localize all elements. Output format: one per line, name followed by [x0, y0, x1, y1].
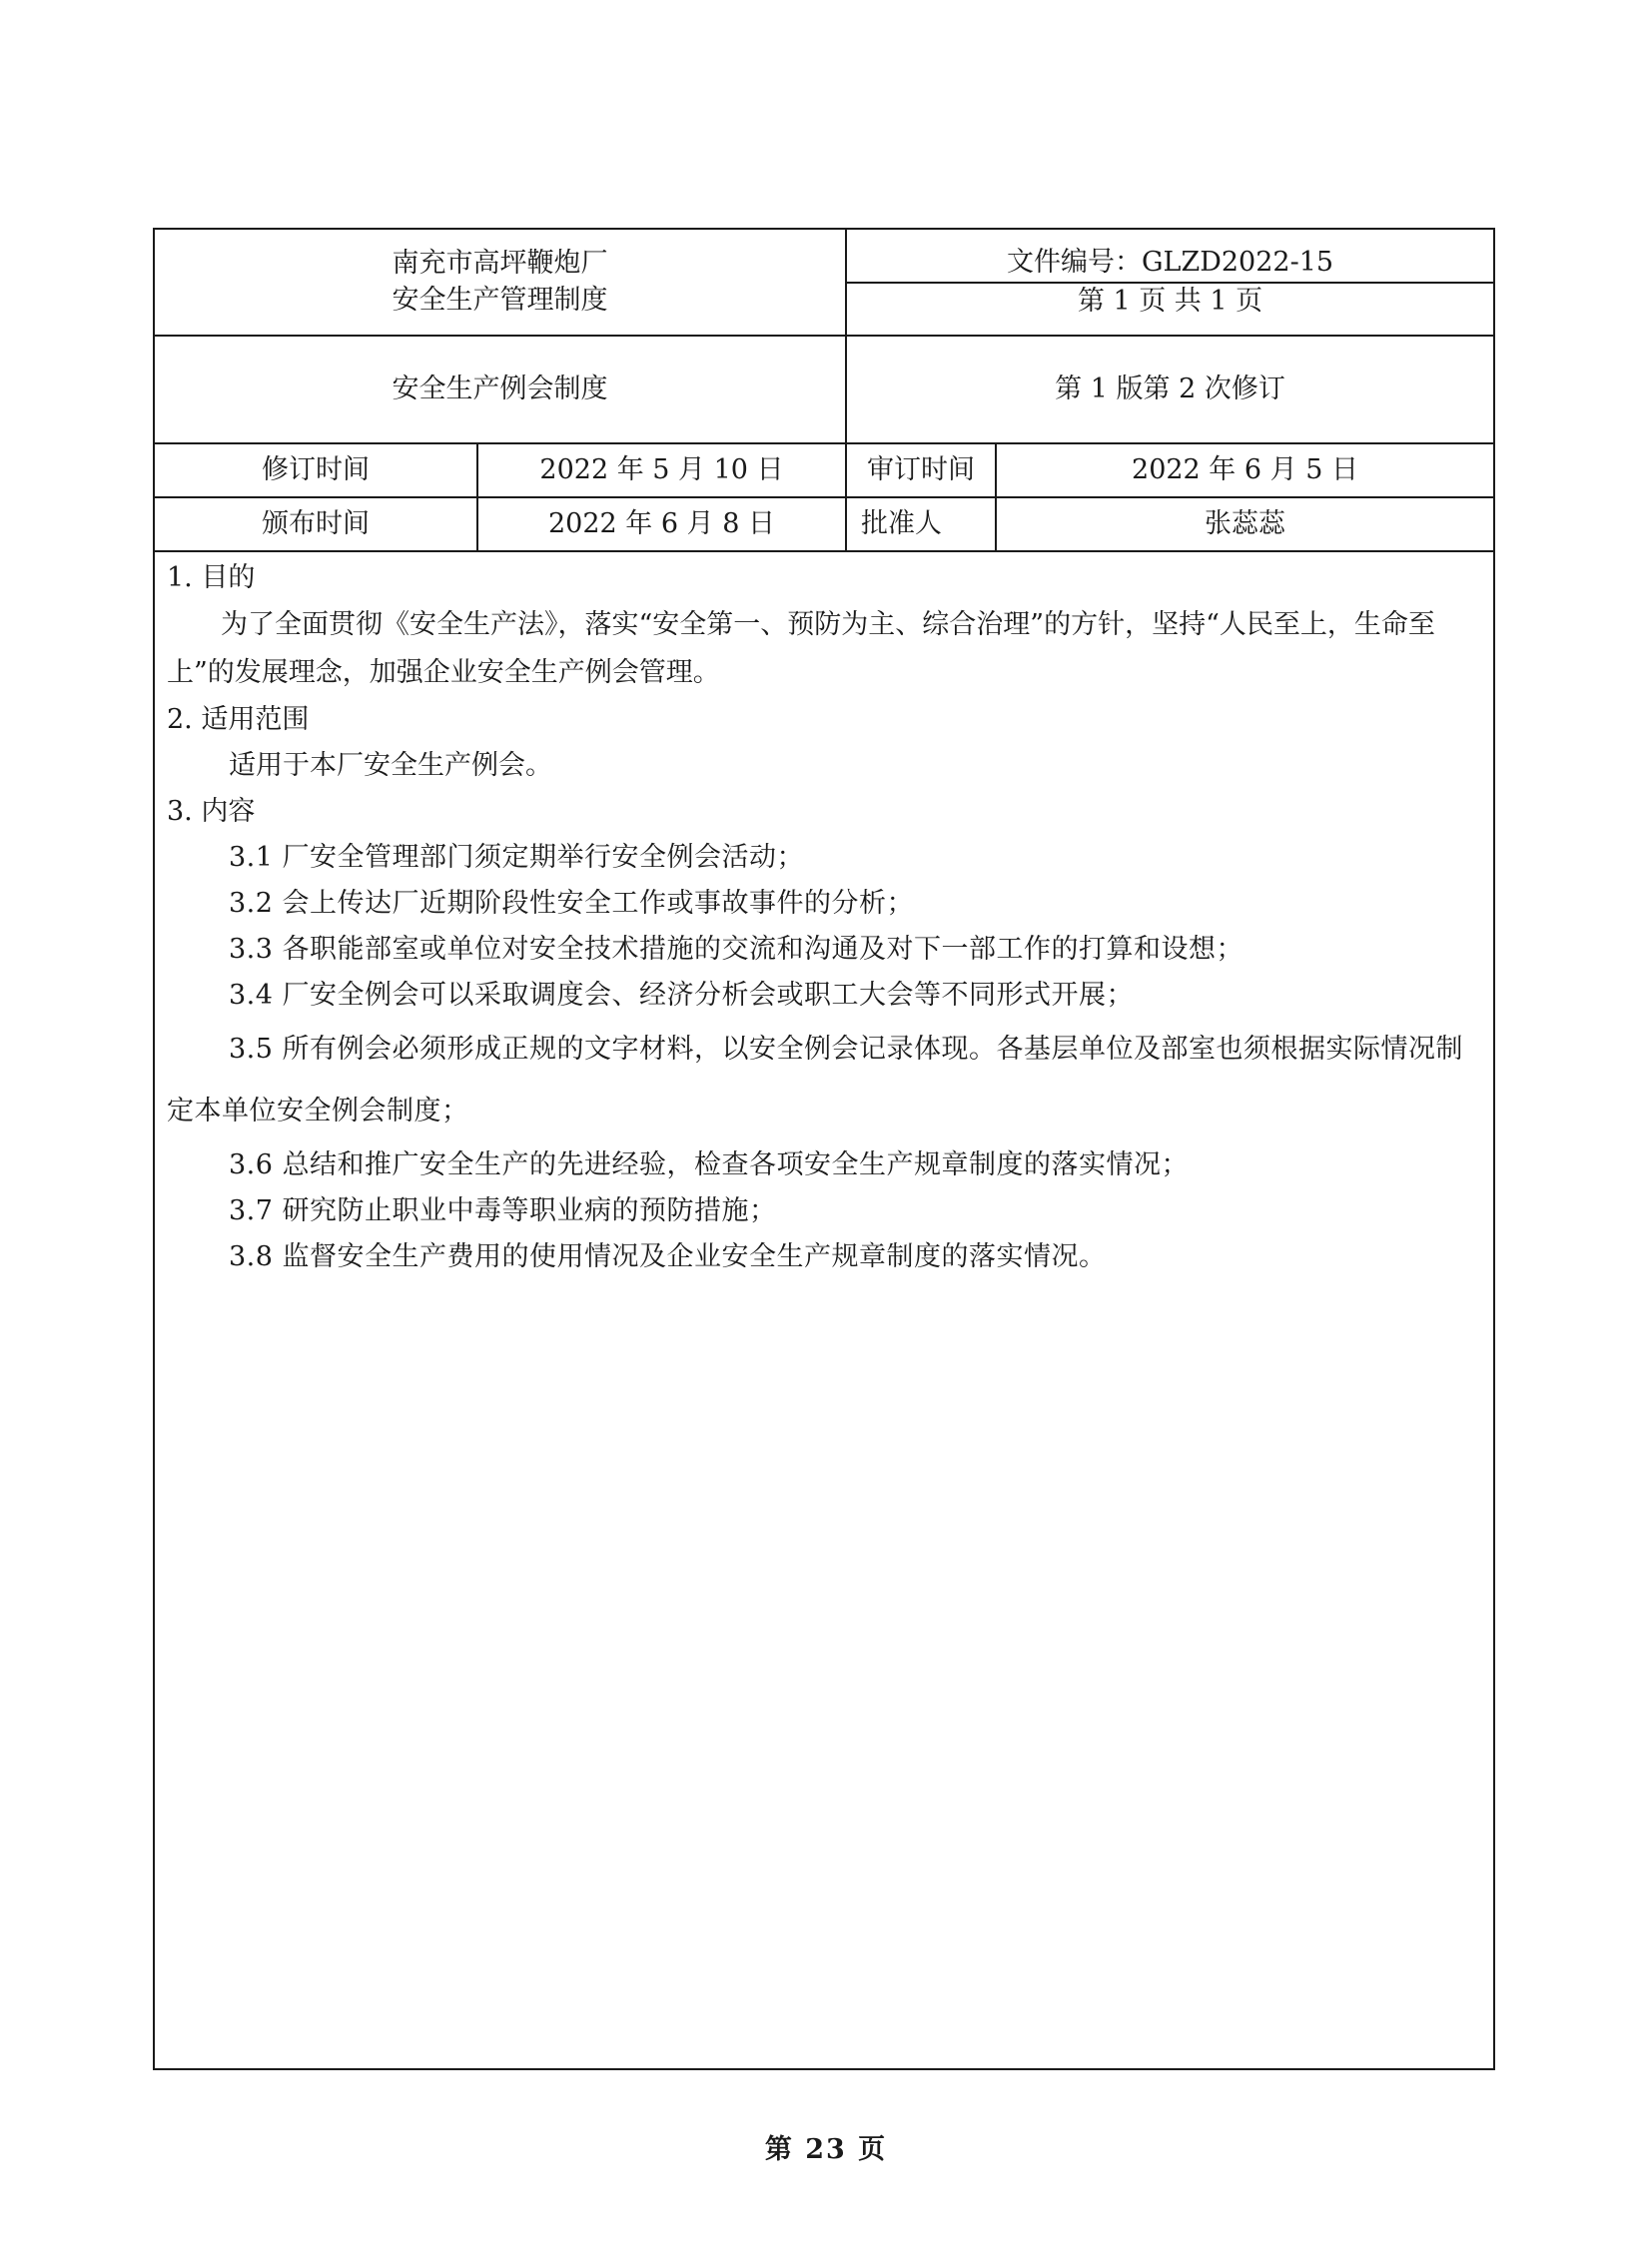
document-body — [167, 555, 1475, 1280]
content-item: 3.7 研究防止职业中毒等职业病的预防措施； — [229, 1195, 777, 1226]
content-item: 3.4 厂安全例会可以采取调度会、经济分析会或职工大会等不同形式开展； — [229, 980, 1135, 1011]
section-1-title: 1. 目的 — [167, 562, 256, 593]
file-info-cell — [846, 230, 1493, 336]
revise-label: 修订时间 — [155, 443, 477, 497]
document-frame — [153, 228, 1495, 2070]
content-item: 3.1 厂安全管理部门须定期举行安全例会活动； — [229, 842, 805, 873]
review-label: 审订时间 — [846, 443, 996, 497]
file-number: 文件编号：GLZD2022-15 — [1006, 247, 1334, 279]
header-table — [155, 230, 1493, 552]
content-item: 3.8 监督安全生产费用的使用情况及企业安全生产规章制度的落实情况。 — [229, 1241, 1107, 1272]
section-1-text: 为了全面贯彻《安全生产法》，落实“安全第一、预防为主、综合治理”的方针，坚持“人民至上，生命至上”的发展理念，加强企业安全生产例会管理。 — [167, 609, 1435, 688]
company-cell — [155, 230, 846, 336]
review-date: 2022 年 6 月 5 日 — [996, 443, 1493, 497]
content-item: 3.2 会上传达厂近期阶段性安全工作或事故事件的分析； — [229, 888, 915, 919]
section-3-title: 3. 内容 — [167, 796, 256, 827]
content-item: 3.3 各职能部室或单位对安全技术措施的交流和沟通及对下一部工作的打算和设想； — [229, 934, 1244, 965]
version-info: 第 1 版第 2 次修订 — [846, 336, 1493, 443]
content-item: 3.6 总结和推广安全生产的先进经验，检查各项安全生产规章制度的落实情况； — [229, 1149, 1190, 1180]
approver-label: 批准人 — [846, 497, 996, 551]
revise-date: 2022 年 5 月 10 日 — [477, 443, 846, 497]
issue-date: 2022 年 6 月 8 日 — [477, 497, 846, 551]
company-name: 南充市高坪鞭炮厂 — [392, 248, 608, 280]
page-number: 第 23 页 — [764, 2134, 888, 2165]
issue-label: 颁布时间 — [155, 497, 477, 551]
page-info: 第 1 页 共 1 页 — [847, 282, 1493, 320]
document-title: 安全生产例会制度 — [155, 336, 846, 443]
section-2-text: 适用于本厂安全生产例会。 — [229, 750, 552, 781]
approver-name: 张蕊蕊 — [996, 497, 1493, 551]
section-2-title: 2. 适用范围 — [167, 704, 310, 735]
manual-name: 安全生产管理制度 — [392, 284, 608, 316]
content-item: 3.5 所有例会必须形成正规的文字材料，以安全例会记录体现。各基层单位及部室也须根据实际情况制定本单位安全例会制度； — [167, 1034, 1464, 1126]
